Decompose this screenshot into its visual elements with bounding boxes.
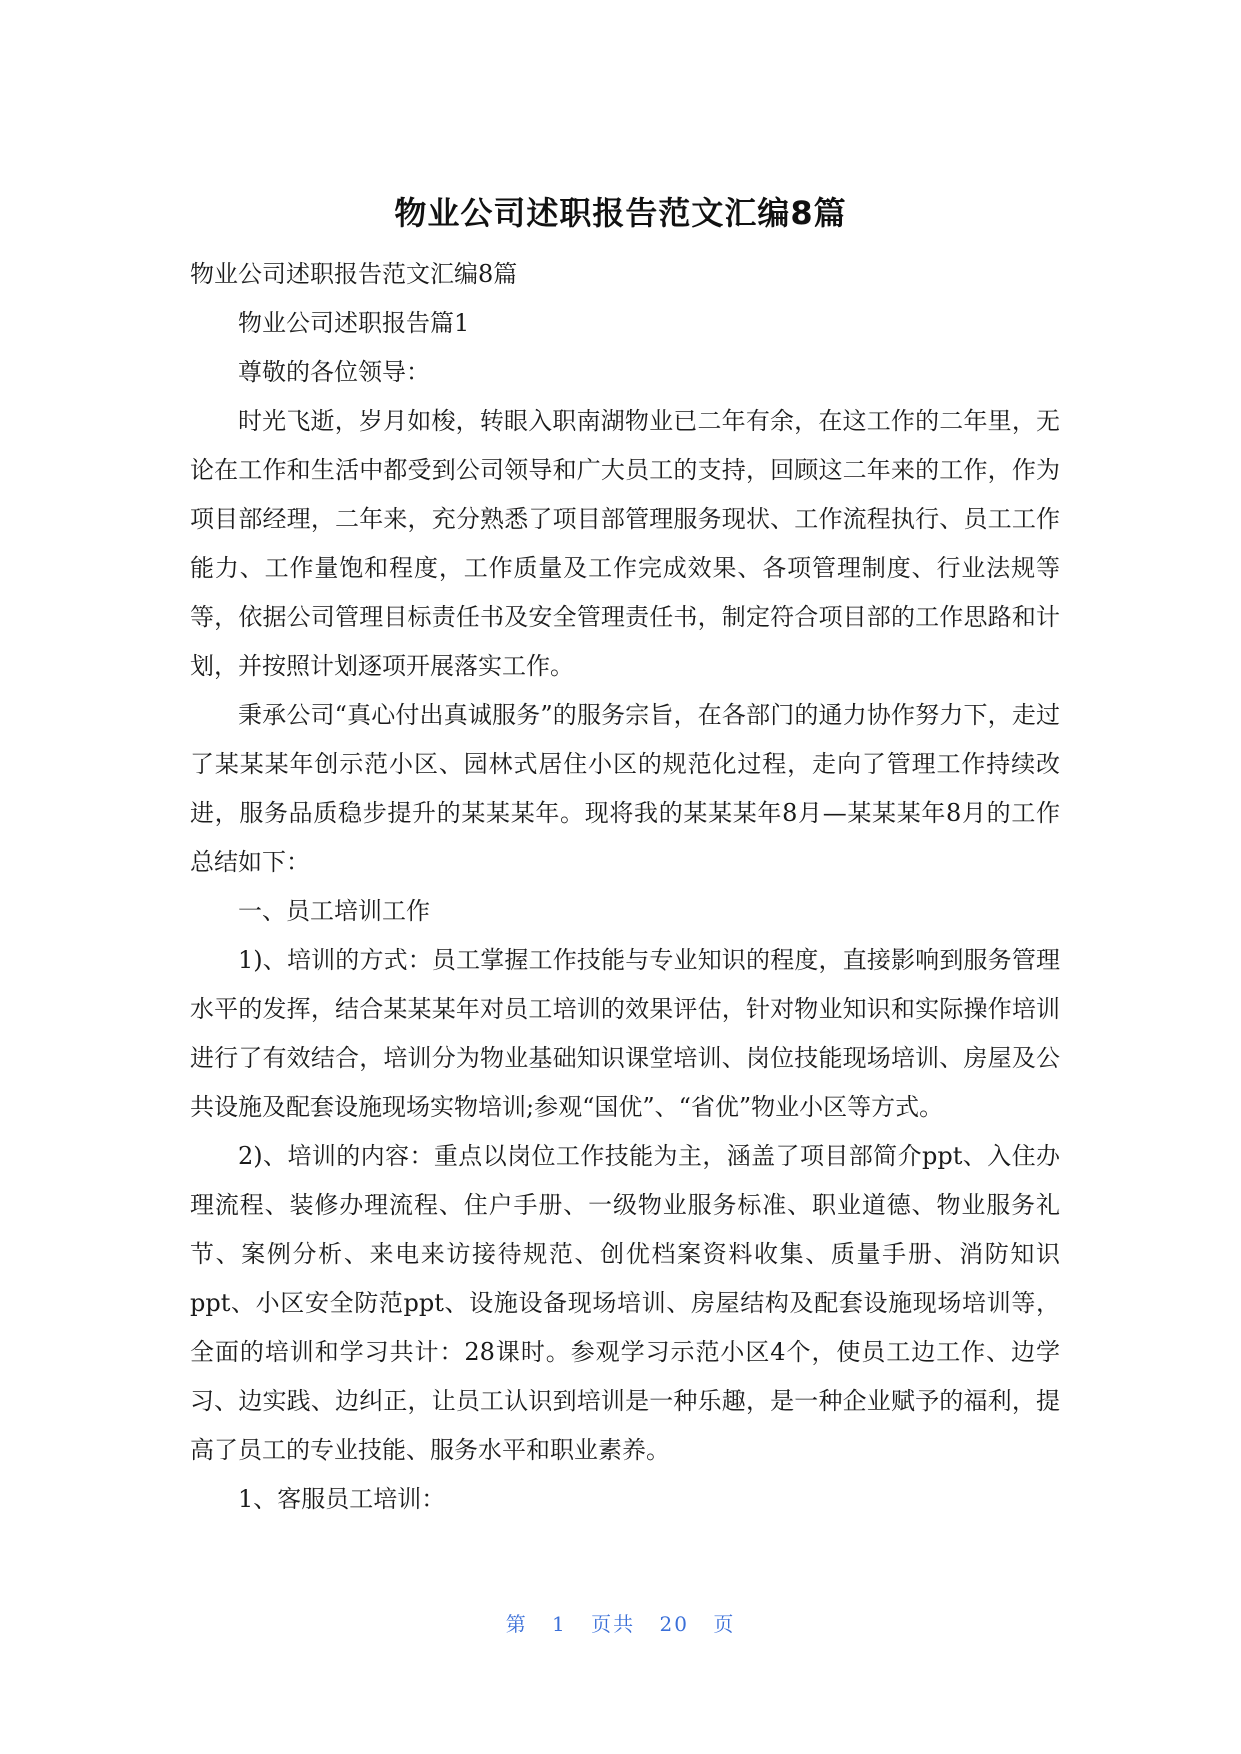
paragraph: 尊敬的各位领导： <box>238 358 430 386</box>
paragraph: 2)、培训的内容：重点以岗位工作技能为主，涵盖了项目部简介ppt、入住办理流程、装修办理流程、住户手册、一级物业服务标准、职业道德、物业服务礼节、案例分析、来电来访接待规范、创优档案资料收集、质量手册、消防知识ppt、小区安全防范ppt、设施设备现场培训、房屋结构及配套设施现场培训等，全面的培训和学习共计：28课时。参观学习示范小区4个，使员工边工作、边学习、边实践、边纠正，让员工认识到培训是一种乐趣，是一种企业赋予的福利，提高了员工的专业技能、服务水平和职业素养。 <box>190 1142 1060 1464</box>
document-title: 物业公司述职报告范文汇编8篇 <box>394 194 847 232</box>
document-body <box>190 250 1060 1524</box>
footer-prefix: 第 <box>505 1612 528 1636</box>
page-footer <box>0 1608 1241 1637</box>
paragraph: 1、客服员工培训： <box>238 1485 446 1513</box>
paragraph: 物业公司述职报告篇1 <box>238 309 470 337</box>
footer-suffix: 页 <box>713 1612 736 1636</box>
footer-middle: 页共 <box>591 1612 636 1636</box>
paragraph: 时光飞逝，岁月如梭，转眼入职南湖物业已二年有余，在这工作的二年里，无论在工作和生活中都受到公司领导和广大员工的支持，回顾这二年来的工作，作为项目部经理，二年来，充分熟悉了项目部管理服务现状、工作流程执行、员工工作能力、工作量饱和程度，工作质量及工作完成效果、各项管理制度、行业法规等等，依据公司管理目标责任书及安全管理责任书，制定符合项目部的工作思路和计划，并按照计划逐项开展落实工作。 <box>190 407 1060 680</box>
total-pages-number: 20 <box>659 1612 689 1636</box>
paragraph: 1)、培训的方式：员工掌握工作技能与专业知识的程度，直接影响到服务管理水平的发挥，结合某某某年对员工培训的效果评估，针对物业知识和实际操作培训进行了有效结合，培训分为物业基础知识课堂培训、岗位技能现场培训、房屋及公共设施及配套设施现场实物培训;参观“国优”、“省优”物业小区等方式。 <box>190 946 1060 1121</box>
paragraph: 一、员工培训工作 <box>238 897 430 925</box>
current-page-number: 1 <box>552 1612 567 1636</box>
paragraph: 秉承公司“真心付出真诚服务”的服务宗旨，在各部门的通力协作努力下，走过了某某某年创示范小区、园林式居住小区的规范化过程，走向了管理工作持续改进，服务品质稳步提升的某某某年。现将我的某某某年8月—某某某年8月的工作总结如下： <box>190 701 1060 876</box>
paragraph: 物业公司述职报告范文汇编8篇 <box>190 260 518 288</box>
